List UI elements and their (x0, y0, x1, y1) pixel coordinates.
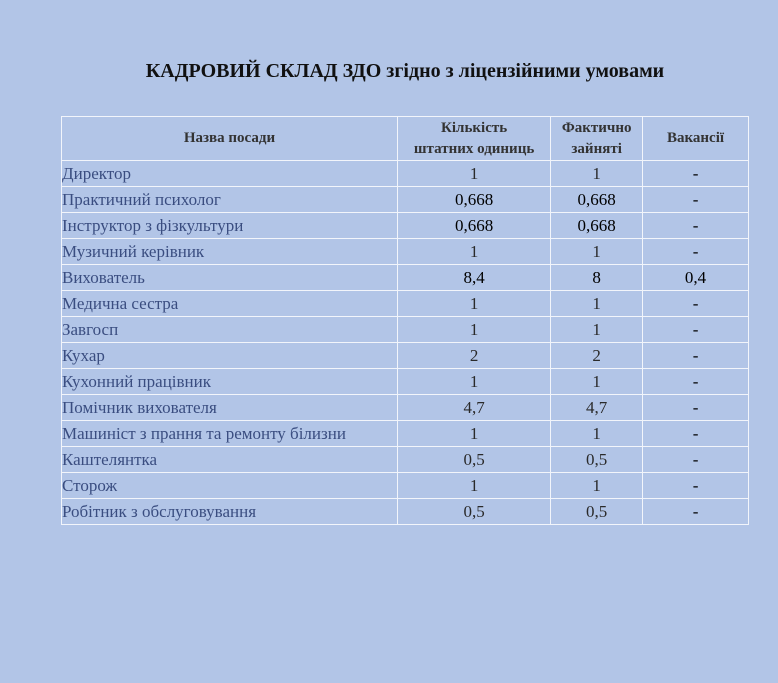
occupied-cell: 4,7 (551, 395, 643, 421)
header-staff-units-line1: Кількість (441, 119, 508, 136)
table-row (62, 161, 749, 187)
vacancies-cell: - (643, 395, 749, 421)
vacancies-cell: - (643, 239, 749, 265)
occupied-cell: 1 (551, 291, 643, 317)
header-staff-units (397, 117, 550, 161)
position-cell: Вихователь (62, 265, 398, 291)
table-row (62, 187, 749, 213)
vacancies-cell: - (643, 421, 749, 447)
header-position: Назва посади (62, 117, 398, 161)
staff-units-cell: 0,5 (397, 499, 550, 525)
position-cell: Медична сестра (62, 291, 398, 317)
table-row (62, 421, 749, 447)
header-occupied-line1: Фактично (561, 119, 632, 136)
occupied-cell: 1 (551, 421, 643, 447)
position-cell: Машиніст з прання та ремонту білизни (62, 421, 398, 447)
position-cell: Завгосп (62, 317, 398, 343)
position-cell: Каштелянтка (62, 447, 398, 473)
vacancies-cell: - (643, 187, 749, 213)
occupied-cell: 0,5 (551, 447, 643, 473)
position-cell: Директор (62, 161, 398, 187)
vacancies-cell: - (643, 473, 749, 499)
vacancies-cell: - (643, 369, 749, 395)
vacancies-cell: - (643, 213, 749, 239)
table-header-row (62, 117, 749, 161)
position-cell: Робітник з обслуговування (62, 499, 398, 525)
staff-units-cell: 4,7 (397, 395, 550, 421)
table-row (62, 369, 749, 395)
header-occupied (551, 117, 643, 161)
occupied-cell: 0,668 (551, 187, 643, 213)
occupied-cell: 1 (551, 317, 643, 343)
table-row (62, 499, 749, 525)
vacancies-cell: - (643, 161, 749, 187)
table-row (62, 473, 749, 499)
header-occupied-line2: зайняті (571, 140, 622, 157)
staff-units-cell: 8,4 (397, 265, 550, 291)
header-vacancies: Вакансії (643, 117, 749, 161)
position-cell: Інструктор з фізкультури (62, 213, 398, 239)
staff-units-cell: 1 (397, 291, 550, 317)
vacancies-cell: - (643, 343, 749, 369)
table-row (62, 395, 749, 421)
position-cell: Кухонний працівник (62, 369, 398, 395)
staff-units-cell: 1 (397, 473, 550, 499)
staff-units-cell: 1 (397, 161, 550, 187)
table-row (62, 239, 749, 265)
position-cell: Помічник вихователя (62, 395, 398, 421)
table-row (62, 447, 749, 473)
occupied-cell: 8 (551, 265, 643, 291)
page-title: КАДРОВИЙ СКЛАД ЗДО згідно з ліцензійними умовами (145, 60, 665, 82)
table-row (62, 317, 749, 343)
occupied-cell: 1 (551, 161, 643, 187)
occupied-cell: 1 (551, 239, 643, 265)
table-row (62, 213, 749, 239)
occupied-cell: 0,5 (551, 499, 643, 525)
table-row (62, 291, 749, 317)
staff-units-cell: 1 (397, 239, 550, 265)
position-cell: Практичний психолог (62, 187, 398, 213)
staff-units-cell: 1 (397, 317, 550, 343)
staff-units-cell: 1 (397, 421, 550, 447)
vacancies-cell: - (643, 317, 749, 343)
vacancies-cell: - (643, 447, 749, 473)
vacancies-cell: - (643, 499, 749, 525)
header-staff-units-line2: штатних одиниць (413, 140, 535, 157)
occupied-cell: 1 (551, 369, 643, 395)
staff-units-cell: 2 (397, 343, 550, 369)
occupied-cell: 2 (551, 343, 643, 369)
staff-table (61, 116, 749, 525)
vacancies-cell: 0,4 (643, 265, 749, 291)
table-row (62, 265, 749, 291)
position-cell: Кухар (62, 343, 398, 369)
staff-units-cell: 0,5 (397, 447, 550, 473)
staff-units-cell: 0,668 (397, 213, 550, 239)
position-cell: Сторож (62, 473, 398, 499)
staff-units-cell: 1 (397, 369, 550, 395)
table-row (62, 343, 749, 369)
position-cell: Музичний керівник (62, 239, 398, 265)
staff-units-cell: 0,668 (397, 187, 550, 213)
occupied-cell: 1 (551, 473, 643, 499)
occupied-cell: 0,668 (551, 213, 643, 239)
vacancies-cell: - (643, 291, 749, 317)
